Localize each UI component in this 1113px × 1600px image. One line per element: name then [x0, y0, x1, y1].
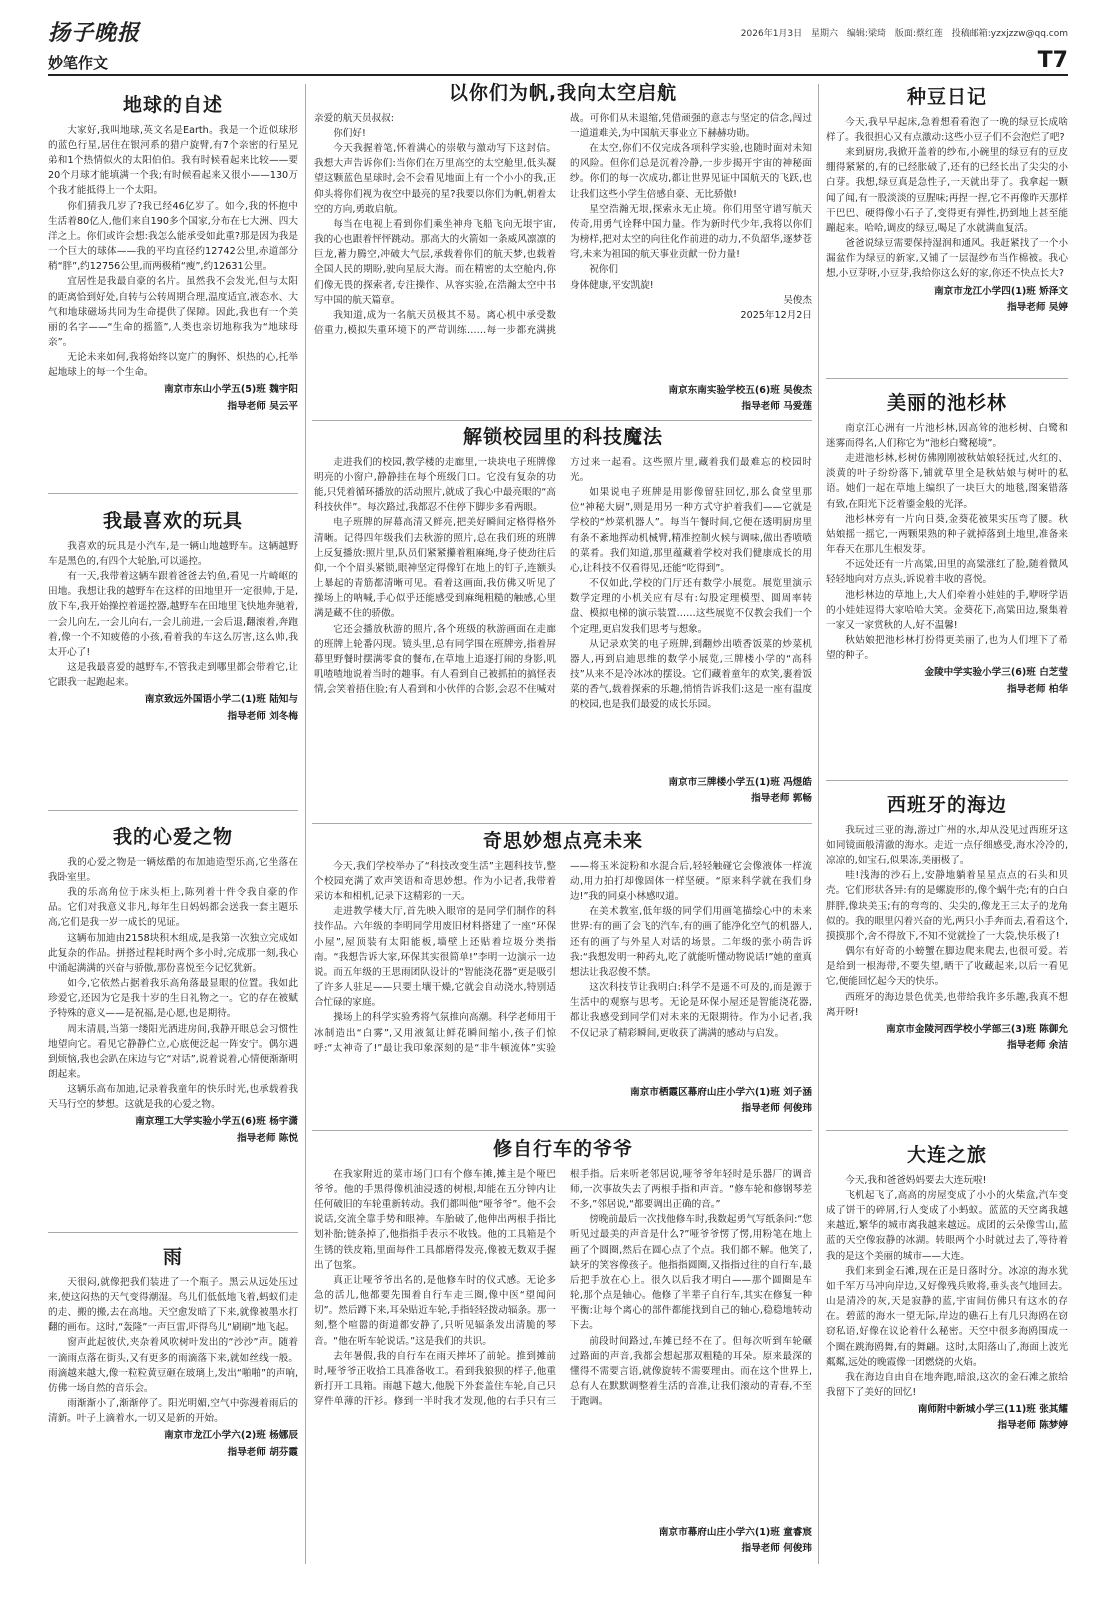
- issue-meta: [735, 26, 1068, 39]
- article-paragraph: 今天,我们学校举办了“科技改变生活”主题科技节,整个校园充满了欢声笑语和奇思妙想。作为小记者,我带着采访本和相机,记录下这精彩的一天。: [314, 860, 556, 903]
- article-paragraph: 不远处还有一片高粱,田里的高粱涨红了脸,随着微风轻轻地向对方点头,诉说着丰收的喜悦。: [826, 559, 1068, 586]
- article-paragraph: 今天我握着笔,怀着满心的崇敬与激动写下这封信。我想大声告诉你们:当你们在万里高空的太空舱里,低头凝望这颗蓝色星球时,会不会看见地面上有一个小小的我,正仰头将你们视为夜空中最亮的星?我要以你们为帆,朝着太空的方向,勇敢启航。: [314, 143, 556, 215]
- author-teacher: 指导老师 柏华: [1007, 683, 1068, 695]
- author-school: 金陵中学实验小学三(6)班 白芝莹: [924, 667, 1068, 679]
- article-favorite-toy: [48, 510, 298, 806]
- article-paragraph: 去年暑假,我的自行车在雨天摔坏了前轮。推到摊前时,哑爷爷正收拾工具准备收工。看到我狼狈的样子,他重新打开工具箱。雨越下越大,他脱下外套盖住车轮,自己只穿件单薄的汗衫。修到一半时我才发现,他的右手只有三根手指。后来听老邻居说,哑爷爷年轻时是乐器厂的调音师,一次事故失去了两根手指和声音。“修车轮和修钢琴差不多,”邻居说,“都要调出正确的音。”: [314, 1168, 812, 1408]
- article-paragraph: 有一天,我带着这辆车跟着爸爸去钓鱼,看见一片崎岖的田地。我想让我的越野车在这样的田地里开一定很帅,于是,放下车,我开始操控着遥控器,越野车在田地里飞快地奔驰着,一会儿向左,一会儿向右,一会儿前进,一会后退,翻滚着,奔跑着,像一个不知疲倦的小孩,看着我的车这么厉害,这么帅,我太开心了!: [48, 571, 298, 658]
- masthead: [48, 20, 1068, 44]
- article-paragraph: 大家好,我叫地球,英文名是Earth。我是一个近似球形的蓝色行星,居住在银河系的猎户旋臂,有7个亲密的行星兄弟和1个热情似火的太阳伯伯。我有时候看起来比较——要20个月球才能填满一个我;有时候看起来又很小——130万个我才能抵得上一个太阳。: [48, 124, 298, 197]
- article-paragraph: 你们好!: [333, 127, 366, 139]
- article-paragraph: 偶尔有好奇的小螃蟹在脚边爬来爬去,也很可爱。若是给到一根海带,不要失望,晒干了收藏起来,以后一看见它,便能回忆起今天的快乐。: [826, 946, 1068, 988]
- article-title: 解锁校园里的科技魔法: [462, 426, 663, 448]
- article-title: 地球的自述: [122, 94, 223, 116]
- byline: [314, 383, 812, 416]
- author-teacher: 指导老师 余洁: [1007, 1040, 1068, 1052]
- article-title: 西班牙的海边: [886, 794, 1007, 816]
- article-cypress-forest: [826, 392, 1068, 776]
- letter-date: 2025年12月2日: [740, 309, 812, 321]
- article-paragraph: 不仅如此,学校的门厅还有数学小展览。展览里演示数学定理的小机关应有尽有:勾股定理模型、圆周率转盘、模拟电梯的演示装置……这些展览不仅教会我们一个个定理,更启发我们思考与想象。: [570, 578, 812, 635]
- article-paragraph: 你们猜我几岁了?我已经46亿岁了。如今,我的怀抱中生活着80亿人,他们来自190多个国家,分布在七大洲、四大洋之上。你们或许会想:我怎么能承受如此重?那是因为我是一个巨大的球体——我的平均直径约12742公里,赤道部分稍“胖”,约12756公里,而两极稍“瘦”,约12631公里。: [48, 200, 298, 273]
- byline: [48, 692, 298, 725]
- author-school: 南师附中新城小学三(11)班 张其耀: [917, 1404, 1068, 1416]
- author-school: 南京市栖霞区幕府山庄小学六(1)班 刘子涵: [630, 1086, 812, 1098]
- author-school: 南京理工大学实验小学五(6)班 杨宇潇: [135, 1116, 298, 1128]
- article-paragraph: 前段时间路过,车摊已经不在了。但每次听到车轮碾过路面的声音,我都会想起那双粗糙的耳朵。原来最深的懂得不需要言语,就像旋转不需要理由。而在这个世界上,总有人在默默调整着生活的音准,让我们滚动的青春,不至于跑调。: [570, 1335, 812, 1408]
- author-school: 南京市三牌楼小学五(1)班 冯煜皓: [668, 776, 812, 788]
- article-body: [314, 1167, 812, 1523]
- article-paragraph: 飞机起飞了,高高的房屋变成了小小的火柴盒,汽车变成了饼干的碎屑,行人变成了小蚂蚁。蓝蓝的天空离我越来越近,繁华的城市离我越来越远。成团的云朵像雪山,蓝蓝的天空像寂静的冰湖。转眼两个小时就过去了,等待着我的是这个美丽的城市——大连。: [826, 1189, 1068, 1262]
- article-paragraph: 在我家附近的菜市场门口有个修车摊,摊主是个哑巴爷爷。他的手黑得像机油浸透的树根,却能在五分钟内让任何破旧的车轮重新转动。我们都叫他“哑爷爷”。他不会说话,交流全靠手势和眼神。车胎破了,他伸出两根手指比划补胎;链条掉了,他指指手表示不收钱。他的工具箱是个生锈的铁皮箱,里面每件工具都磨得发亮,像被无数双手握出了包浆。: [314, 1168, 556, 1271]
- article-paragraph: 这辆布加迪由2158块积木组成,是我第一次独立完成如此复杂的作品。拼搭过程耗时两个多小时,完成那一刻,我心中涌起满满的兴奋与骄傲,那份喜悦至今记忆犹新。: [48, 932, 298, 974]
- article-divider: [48, 810, 298, 811]
- article-title: 我的心爱之物: [112, 826, 233, 848]
- article-title: 我最喜欢的玩具: [102, 510, 243, 532]
- article-divider: [312, 420, 812, 421]
- article-paragraph: 如果说电子班牌是用影像留驻回忆,那么食堂里那位“神秘大厨”,则是用另一种方式守护着我们——它就是学校的“炒菜机器人”。每当午餐时间,它便在透明厨房里有条不紊地挥动机械臂,精准控制火候与调味,做出香喷喷的菜肴。我们知道,那里蕴藏着学校对我们健康成长的用心,让科技不仅看得见,还能“吃得到”。: [570, 487, 812, 574]
- article-bike-grandpa: [314, 1138, 812, 1566]
- article-rain: [48, 1246, 298, 1566]
- article-paragraph: 池杉林边的草地上,大人们牵着小娃娃的手,咿呀学语的小娃娃逗得大家哈哈大笑。金葵花下,高粱田边,聚集着一家又一家赏秋的人,好不温馨!: [826, 589, 1068, 631]
- article-divider: [826, 1130, 1068, 1131]
- byline: [826, 284, 1068, 317]
- article-paragraph: 爸爸说绿豆需要保持湿润和通风。我赶紧找了一个小漏盆作为绿豆的新家,又铺了一层湿纱布当作棉被。我心想,小豆芽呀,小豆芽,我给你这么好的家,你还不快点长大?: [826, 238, 1068, 280]
- byline: [48, 1428, 298, 1461]
- article-divider: [48, 493, 298, 494]
- article-campus-tech: [314, 426, 812, 818]
- article-title: 种豆日记: [906, 86, 987, 108]
- article-paragraph: 电子班牌的屏幕高清又鲜亮,把美好瞬间定格得格外清晰。记得四年级我们去秋游的照片,总在我们班的班牌上反复播放:照片里,队员们紧紧攥着粗麻绳,身子使劲往后仰,一个个眉头紧锁,眼神坚定得像钉在地上的钉子,连额头上暴起的青筋都清晰可见。看着这画面,我仿佛又听见了操场上的呐喊,手心似乎还能感受到麻绳粗糙的触感,心里满是藏不住的骄傲。: [314, 517, 556, 620]
- article-bean-diary: [826, 86, 1068, 374]
- article-title: 以你们为帆,我向太空启航: [448, 82, 678, 104]
- article-paragraph: 我的乐高角位于床头柜上,陈列着十件令我自豪的作品。它们对我意义非凡,每年生日妈妈都会送我一套主题乐高,它们是我一岁一成长的见证。: [48, 887, 298, 929]
- article-space-letter: [314, 82, 812, 416]
- article-paragraph: 雨渐渐小了,渐渐停了。阳光明媚,空气中弥漫着雨后的清新。叶子上滴着水,一切又是新的开始。: [48, 1398, 298, 1425]
- author-teacher: 指导老师 何俊玮: [741, 1543, 812, 1555]
- page-number: T7: [1037, 48, 1068, 73]
- issue-date: 2026年1月3日: [740, 29, 803, 39]
- byline: [826, 665, 1068, 698]
- article-paragraph: 傍晚前最后一次找他修车时,我数起勇气写纸条问:“您听见过最美的声音是什么?”哑爷爷愣了愣,用粉笔在地上画了个圆圈,然后在圆心点了个点。我们都不解。他笑了,缺牙的笑容像孩子。他指指圆圈,又指指过往的自行车,最后把手放在心上。很久以后我才明白——那个圆圈是车轮,那个点是轴心。他修了半辈子自行车,其实在修复一种平衡:让每个离心的部件都能找到自己的轴心,稳稳地转动下去。: [570, 1214, 812, 1332]
- article-paragraph: 真正让哑爷爷出名的,是他修车时的仪式感。无论多急的活儿,他都要先围着自行车走三圈,像中医“望闻问切”。然后蹲下来,耳朵贴近车轮,手指轻轻拨动辐条。那一刻,整个喧嚣的街道都安静了,只听见辐条发出清脆的琴音。“他在听车轮说话。”这是我们的共识。: [314, 1274, 556, 1347]
- byline: [314, 775, 812, 808]
- author-school: 南京市金陵河西学校小学部三(3)班 陈御允: [886, 1023, 1068, 1035]
- byline: [826, 1022, 1068, 1055]
- byline: [48, 382, 298, 415]
- newspaper-logo: 扬子晚报: [48, 20, 141, 46]
- article-paragraph: 我在海边自由自在地奔跑,暗浪,这次的金石滩之旅给我留下了美好的回忆!: [826, 1371, 1068, 1398]
- author-school: 南京致远外国语小学二(1)班 陆知与: [144, 694, 298, 706]
- issue-weekday: 星期六: [811, 29, 839, 39]
- article-paragraph: 走进我们的校园,教学楼的走廊里,一块块电子班牌像明亮的小窗户,静静挂在每个班级门口。它没有复杂的功能,只凭着循环播放的活动照片,就成了我心中最亮眼的“高科技伙伴”。每次路过,我都忍不住停下脚步多看两眼。: [314, 456, 556, 514]
- author-teacher: 指导老师 刘冬梅: [227, 710, 298, 722]
- article-paragraph: 宜居性是我最自豪的名片。虽然我不会发光,但与太阳的距离恰到好处,自转与公转周期合理,温度适宜,液态水、大气和地球磁场共同为生命提供了保障。因此,我也有一个美丽的名字——“生命的摇篮”,人类也亲切地称我为“地球母亲”。: [48, 276, 298, 348]
- author-teacher: 指导老师 吴婷: [1007, 301, 1068, 313]
- article-divider: [826, 378, 1068, 379]
- letter-salutation: 亲爱的航天员叔叔:: [314, 112, 394, 124]
- article-paragraph: 我知道,成为一名航天员极其不易。离心机中承受数倍重力,模拟失重环境下的严苛训练……每一步都充满挑战。可你们从未退缩,凭借顽强的意志与坚定的信念,闯过一道道难关,为中国航天事业立下赫赫功勋。: [314, 112, 812, 336]
- article-paragraph: 在太空,你们不仅完成各项科学实验,也随时面对未知的风险。但你们总是沉着冷静,一步步揭开宇宙的神秘面纱。你们的每一次成功,都让世界见证中国航天的飞跃,也让我们这些小学生倍感自豪、无比骄傲!: [570, 143, 812, 200]
- article-paragraph: 我玩过三亚的海,游过广州的水,却从没见过西班牙这如同镜面般清澈的海水。走近一点仔细感受,海水冷冷的,凉凉的,如宝石,似果冻,美丽极了。: [826, 824, 1068, 867]
- article-paragraph: 这次科技节让我明白:科学不是遥不可及的,而是源于生活中的观察与思考。无论是环保小屋还是智能浇花器,都让我感受到同学们对未来的无限期待。作为小记者,我不仅记录了精彩瞬间,更收获了满满的感动与启发。: [570, 982, 812, 1039]
- byline: [826, 1402, 1068, 1435]
- article-divider: [48, 1232, 298, 1233]
- article-paragraph: 如今,它依然占据着我乐高角落最显眼的位置。我如此珍爱它,还因为它是我十岁的生日礼物之一。它的存在被赋予特殊的意义——是祝福,是心愿,也是期待。: [48, 978, 298, 1020]
- article-paragraph: 这是我最喜爱的越野车,不管我走到哪里都会带着它,让它跟我一起跑起来。: [48, 662, 298, 689]
- article-earth-monologue: [48, 94, 298, 489]
- article-paragraph: 无论未来如何,我将始终以宽广的胸怀、炽热的心,托举起地球上的每一个生命。: [48, 352, 298, 379]
- section-header: [48, 50, 1068, 76]
- article-paragraph: 它还会播放秋游的照片,各个班级的秋游画面在走廊的班牌上轮番闪现。镜头里,总有同学围在班牌旁,指着屏幕里野餐时摆满零食的餐布,在草地上追逐打闹的身影,叽叽喳喳地说着当时的趣事。有人看到自己被抓拍的搞怪表情,会笑着捂住脸;有人看到和小伙伴的合影,会忍不住喊对方过来一起看。这些照片里,藏着我们最难忘的校园时光。: [314, 456, 812, 696]
- byline: [314, 1085, 812, 1118]
- article-paragraph: 周末清晨,当第一缕阳光洒进房间,我静开眼总会习惯性地望向它。看见它静静伫立,心底便泛起一阵安宁。偶尔遇到烦恼,我也会趴在床边与它“对话”,说着说着,心情便渐渐明朗起来。: [48, 1023, 298, 1080]
- article-divider: [312, 823, 812, 824]
- author-school: 南京东南实验学校五(6)班 吴俊杰: [668, 384, 812, 396]
- section-title: 妙笔作文: [48, 54, 109, 72]
- article-paragraph: 星空浩瀚无垠,探索永无止境。你们用坚守谱写航天传奇,用勇气诠释中国力量。作为新时代少年,我将以你们为榜样,把对太空的向往化作前进的动力,不负韶华,逐梦苍穹,未来为祖国的航天事业贡献一份力量!: [570, 203, 812, 261]
- author-teacher: 指导老师 马爱莲: [741, 401, 812, 413]
- author-school: 南京市幕府山庄小学六(1)班 童睿宸: [658, 1526, 812, 1538]
- article-paragraph: 从记录欢笑的电子班牌,到翻炒出喷香饭菜的炒菜机器人,再到启迪思维的数学小展览,三牌楼小学的“高科技”从来不是冷冰冰的摆设。它们藏着童年的欢笑,裹着饭菜的香气,载着探索的乐趣,悄悄告诉我们:这是一座有温度的校园,也是我们最爱的成长乐园。: [570, 638, 812, 711]
- article-body: [314, 859, 812, 1083]
- author-school: 南京市龙江小学四(1)班 矫泽文: [934, 285, 1068, 297]
- article-divider: [826, 780, 1068, 781]
- article-paragraph: 祝你们: [589, 264, 618, 276]
- author-teacher: 指导老师 吴云平: [227, 400, 298, 412]
- author-teacher: 指导老师 陈悦: [237, 1132, 298, 1144]
- article-paragraph: 天很闷,就像把我们装进了一个瓶子。黑云从远处压过来,使这闷热的天气变得潮湿。鸟儿们低低地飞着,蚂蚁们走的走、搬的搬,去在高地。天空愈发暗了下来,就像被墨水打翻的画布。这时,“轰隆”一声巨雷,吓得鸟儿“刷刷”地飞起。: [48, 1276, 298, 1334]
- article-body: [314, 111, 812, 381]
- article-paragraph: 秋姑娘把池杉林打扮得更美丽了,也为人们埋下了希望的种子。: [826, 634, 1068, 662]
- author-teacher: 指导老师 胡芬霞: [227, 1446, 298, 1458]
- column-divider: [818, 84, 819, 1564]
- article-paragraph: 今天,我和爸爸妈妈要去大连玩啦!: [845, 1174, 987, 1186]
- byline: [314, 1525, 812, 1558]
- issue-editor: 编辑:梁琦: [846, 29, 886, 39]
- letter-signature: 吴俊杰: [783, 294, 812, 306]
- author-school: 南京市龙江小学六(2)班 杨娜辰: [164, 1430, 298, 1442]
- article-paragraph: 池杉林旁有一片向日葵,金葵花被果实压弯了腰。秋姑娘摇一摇它,一两颗果熟的种子就掉落到土地里,准备来年春天在那儿生根发芽。: [826, 513, 1068, 556]
- article-paragraph: 我的心爱之物是一辆炫酷的布加迪造型乐高,它坐落在我卧室里。: [48, 856, 298, 883]
- article-paragraph: 窗声此起彼伏,夹杂着风吹树叶发出的“沙沙”声。随着一滴雨点落在街头,又有更多的雨滴落下来,就如丝线一般。雨滴越来越大,像一粒粒黄豆砸在玻璃上,发出“啪啪”的声响,仿佛一场自然的音乐会。: [48, 1337, 298, 1394]
- article-paragraph: 走进池杉林,杉树仿佛刚刚被秋姑娘轻抚过,火红的、淡黄的叶子纷纷落下,铺就草里全是秋姑娘与树叶的私语。她们一起在草地上编织了一块巨大的地毯,图案错落有致,在阳光下泛着鎏金般的光泽。: [826, 453, 1068, 510]
- article-title: 奇思妙想点亮未来: [482, 830, 643, 852]
- article-paragraph: 今天,我早早起床,急着想看看泡了一晚的绿豆长成啥样了。我很担心又有点激动:这些小豆子们不会泡烂了吧?: [826, 116, 1068, 143]
- column-divider: [305, 84, 306, 1564]
- article-paragraph: 在美术教室,低年级的同学们用画笔描绘心中的未来世界:有的画了会飞的汽车,有的画了能净化空气的机器人,还有的画了与外星人对话的场景。二年级的张小萌告诉我:“我想发明一种药丸,吃了就能听懂动物说话!”她的童真想法让我忍俊不禁。: [570, 906, 812, 978]
- article-title: 修自行车的爷爷: [492, 1138, 633, 1160]
- article-title: 美丽的池杉林: [886, 392, 1007, 414]
- article-paragraph: 身体健康,平安凯旋!: [570, 279, 654, 291]
- article-body: [314, 455, 812, 773]
- article-title: 雨: [162, 1246, 183, 1268]
- article-paragraph: 南京江心洲有一片池杉林,因高耸的池杉树、白鹭和迷雾而得名,人们称它为“池杉白鹭秘境”。: [826, 422, 1068, 449]
- article-paragraph: 每当在电视上看到你们乘坐神舟飞船飞向无垠宇宙,我的心也跟着怦怦跳动。那高大的火箭如一条威风凛凛的巨龙,蓄力腾空,冲破大气层,承载着你们的航天梦,也载着全国人民的期盼,驶向星辰大海。而在精密的太空舱内,你们像无畏的探索者,专注操作、从容实验,在浩瀚太空中书写中国的航天篇章。: [314, 218, 556, 306]
- article-dalian-trip: [826, 1144, 1068, 1566]
- article-divider: [312, 1130, 812, 1131]
- article-paragraph: 来到厨房,我掀开盖着的纱布,小碗里的绿豆有的豆皮绷得紧紧的,有的已经胀破了,还有的已经长出了尖尖的小白芽。我想,绿豆真是急性子,一天就出芽了。我拿起一颗闻了闻,有一股淡淡的豆腥味;再捏一捏,它不再像昨天那样干巴巴、硬得像小石子了,变得更有弹性,扔到地上甚至能蹦起来。哈哈,调皮的绿豆,喝足了水就满血复活。: [826, 147, 1068, 234]
- article-paragraph: 走进教学楼大厅,首先映入眼帘的是同学们制作的科技作品。六年级的李明同学用废旧材料搭建了一座“环保小屋”,屋顶装有太阳能板,墙壁上还贴着垃圾分类指南。“我想告诉大家,环保其实很简单!”李明一边演示一边说。而五年级的王思雨团队设计的“智能浇花器”更是吸引了许多人驻足——只要土壤干燥,它就会自动浇水,特别适合忙碌的家庭。: [314, 906, 556, 1009]
- author-teacher: 指导老师 郭畅: [751, 793, 812, 805]
- article-beloved-object: [48, 826, 298, 1228]
- article-spain-seaside: [826, 794, 1068, 1126]
- author-school: 南京市东山小学五(5)班 魏宇阳: [164, 384, 298, 396]
- issue-layout: 版面:蔡红莲: [894, 29, 943, 39]
- byline: [48, 1114, 298, 1147]
- article-title: 大连之旅: [906, 1144, 987, 1166]
- article-paragraph: 我们来到金石滩,现在正是日落时分。冰凉的海水犹如千军万马冲向岸边,又好像残兵败将,垂头丧气地回去。山是清冷的灰,天是寂静的蓝,宇宙间仿佛只有这水的存在。碧蓝的海水一望无际,岸边的礁石上有几只海鸥在窃窃私语,好像在议论着什么秘密。天空中很多海鸥围成一个圈在跳海鸥舞,有的舞翩。这时,太阳落山了,海面上波光粼粼,远处的晚霞像一团燃烧的火焰。: [826, 1265, 1068, 1368]
- article-paragraph: 哇!浅海的沙石上,安静地躺着星星点点的石头和贝壳。它们形状各异:有的是螺旋形的,像个蜗牛壳;有的白白胖胖,像块美玉;有的弯弯的、尖尖的,像龙王三太子的龙角似的。我的眼里闪着兴奋的光,两只小手奔而去,看看这个,摸摸那个,舍不得放下,不知不觉就捡了一大袋,快乐极了!: [826, 870, 1068, 942]
- article-paragraph: 我喜欢的玩具是小汽车,是一辆山地越野车。这辆越野车是黑色的,有四个大轮胎,可以遥控。: [48, 540, 298, 567]
- article-paragraph: 西班牙的海边景色优美,也带给我许多乐趣,我真不想离开呀!: [826, 991, 1068, 1018]
- article-paragraph: 操场上的科学实验秀将气氛推向高潮。科学老师用干冰制造出“白雾”,又用液氮让鲜花瞬间缩小,孩子们惊呼:“太神奇了!”最让我印象深刻的是“非牛顿流体”实验——将玉米淀粉和水混合后,轻轻触碰它会像液体一样流动,用力拍打却像固体一样坚硬。“原来科学就在我们身边!”我的同桌小林感叹道。: [314, 860, 812, 1054]
- article-future-ideas: [314, 830, 812, 1126]
- author-teacher: 指导老师 陈梦婷: [997, 1420, 1068, 1432]
- author-teacher: 指导老师 何俊玮: [741, 1103, 812, 1115]
- article-paragraph: 这辆乐高布加迪,记录着我童年的快乐时光,也承载着我天马行空的梦想。这就是我的心爱之物。: [48, 1084, 298, 1111]
- submission-email[interactable]: 投稿邮箱:yzxjzzw@qq.com: [951, 29, 1068, 39]
